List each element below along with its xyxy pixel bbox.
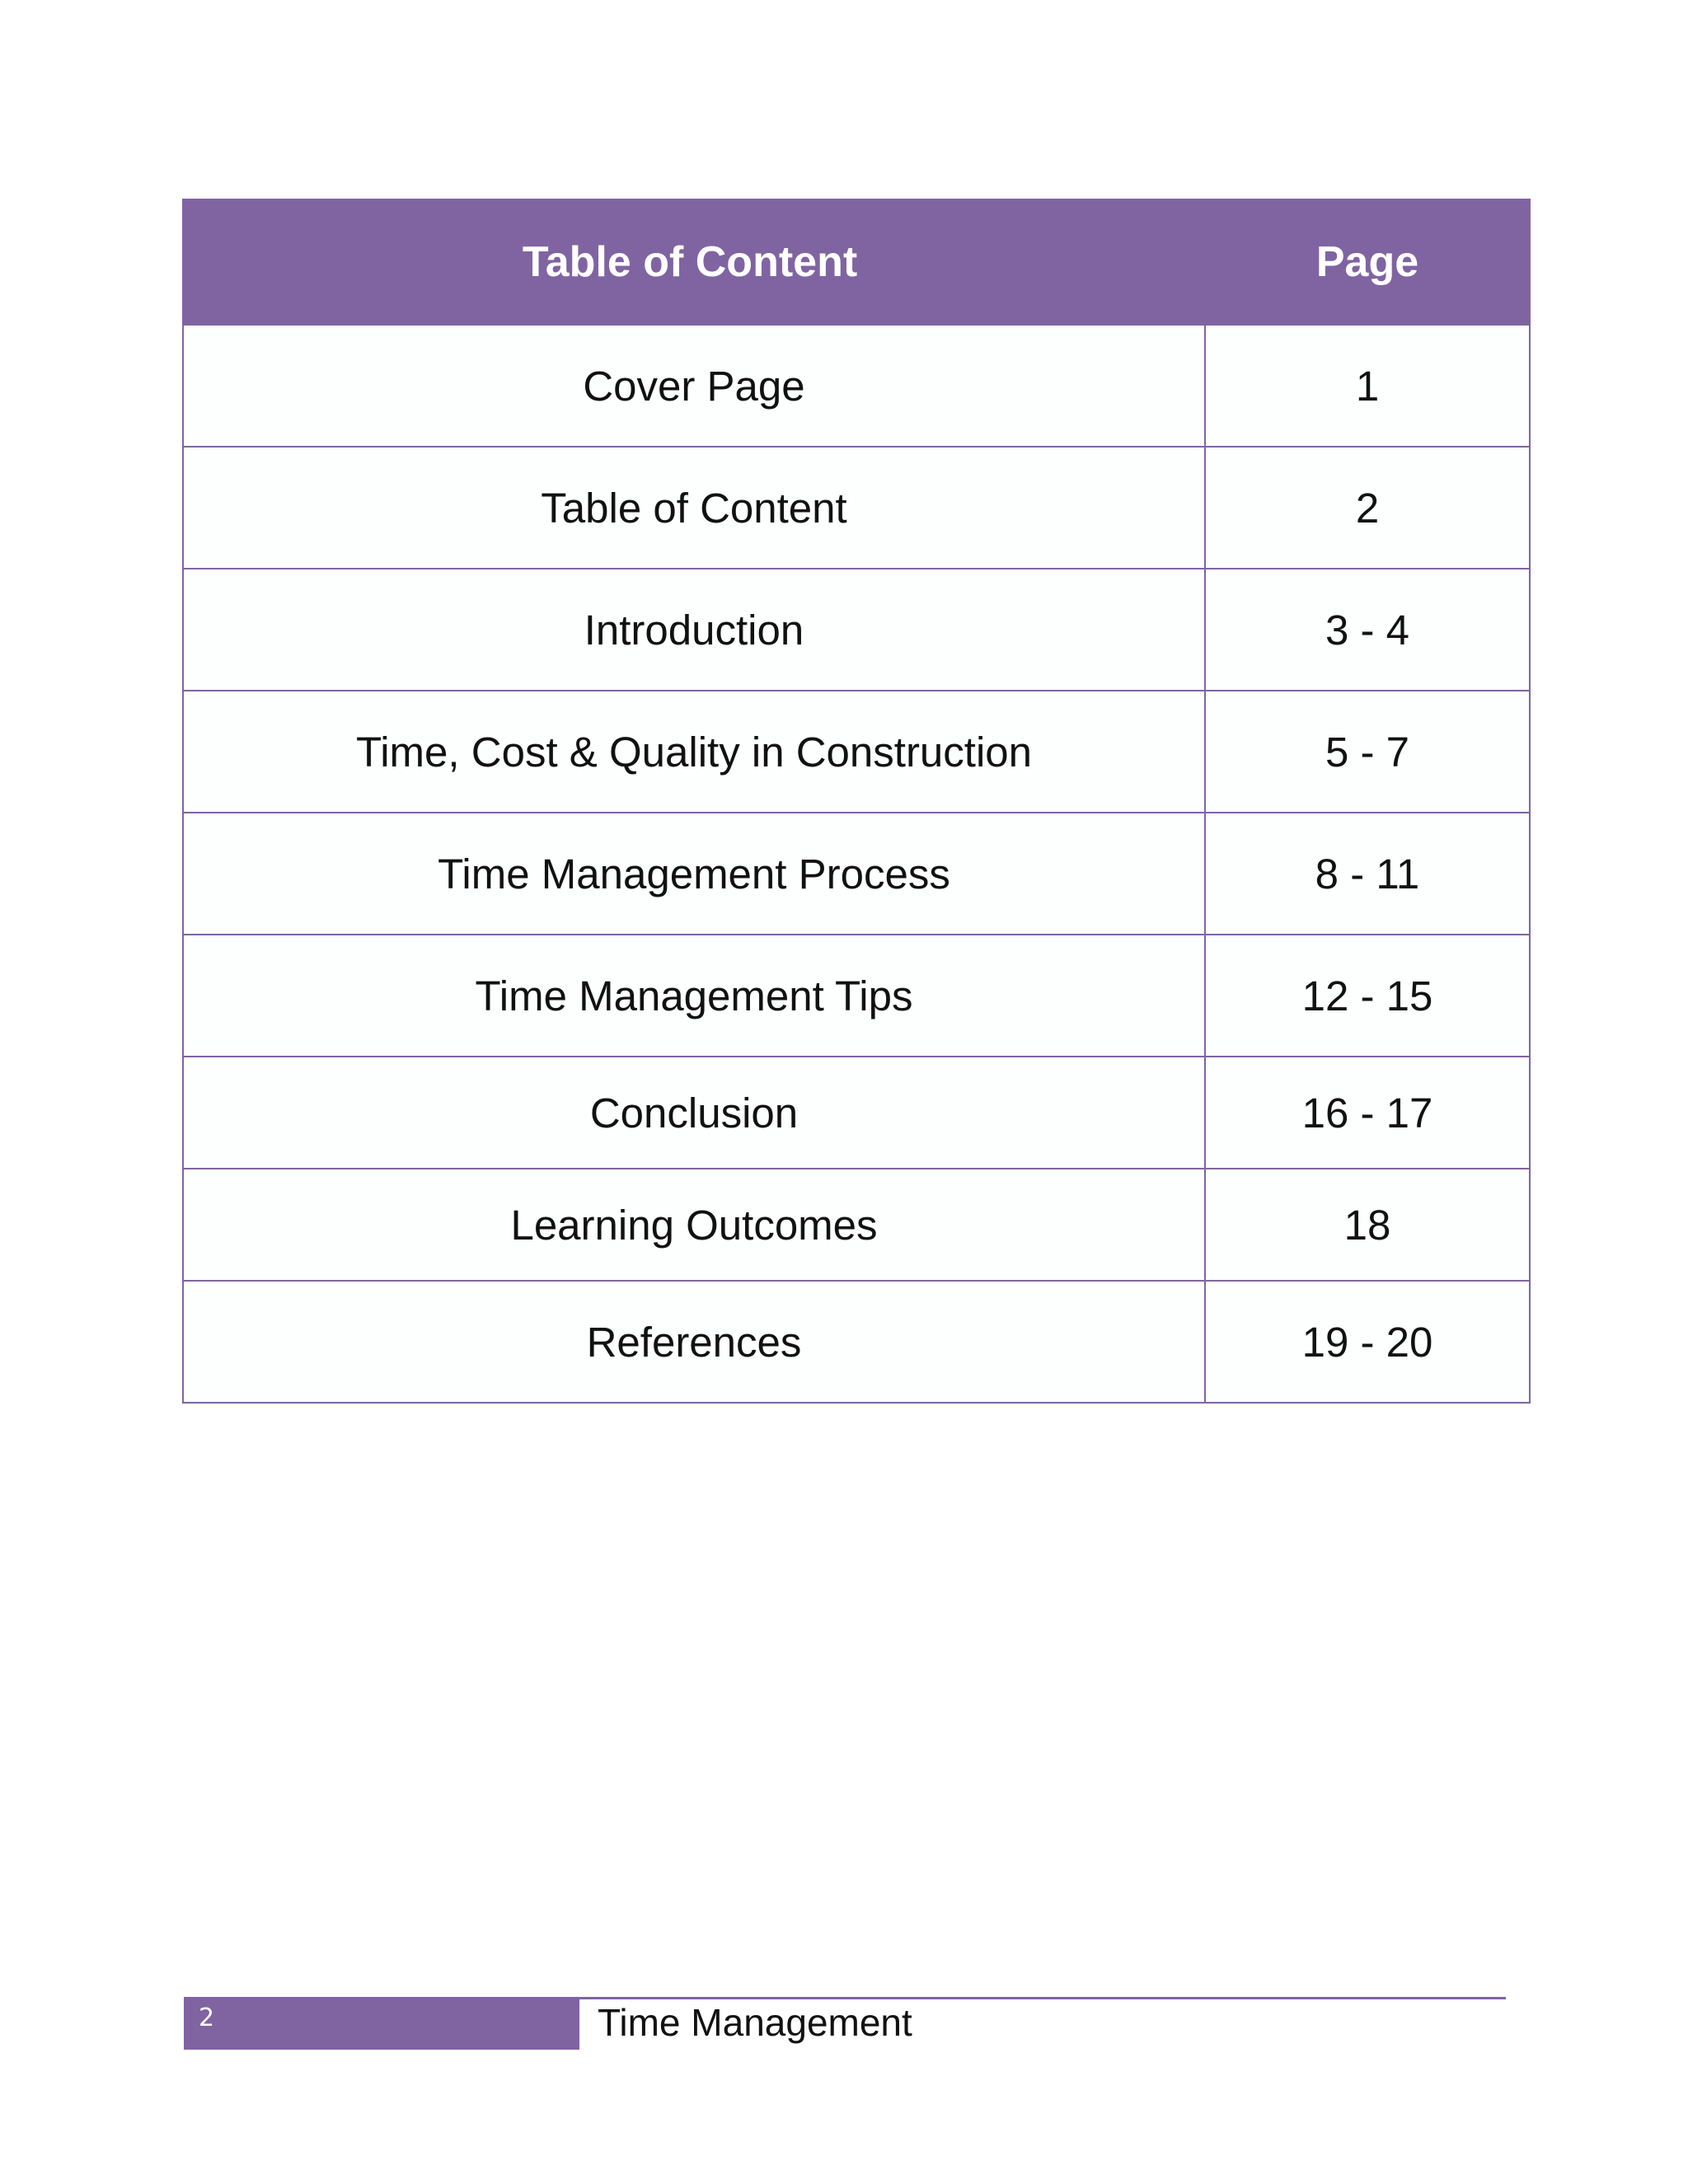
- footer-page-bar: [184, 1997, 579, 2050]
- toc-row: [183, 935, 1530, 1057]
- toc-entry-page: 19 - 20: [1205, 1281, 1530, 1403]
- toc-row: [183, 325, 1530, 447]
- toc-entry-page: 12 - 15: [1205, 935, 1530, 1057]
- toc-entry-title: Conclusion: [183, 1057, 1205, 1169]
- toc-header-title: Table of Content: [183, 199, 1205, 325]
- toc-entry-page: 1: [1205, 325, 1530, 447]
- toc-row: [183, 569, 1530, 691]
- footer-document-title: Time Management: [598, 2001, 912, 2044]
- toc-row: [183, 1169, 1530, 1281]
- table-of-contents: [182, 199, 1531, 1404]
- toc-entry-title: Table of Content: [183, 447, 1205, 569]
- toc-row: [183, 813, 1530, 935]
- toc-row: [183, 691, 1530, 813]
- toc-entry-page: 3 - 4: [1205, 569, 1530, 691]
- toc-row: [183, 447, 1530, 569]
- toc-entry-title: Time Management Tips: [183, 935, 1205, 1057]
- toc-entry-title: References: [183, 1281, 1205, 1403]
- toc-entry-page: 18: [1205, 1169, 1530, 1281]
- footer-divider: [579, 1997, 1506, 1999]
- toc-entry-title: Time, Cost & Quality in Construction: [183, 691, 1205, 813]
- toc-entry-page: 5 - 7: [1205, 691, 1530, 813]
- toc-header-page: Page: [1205, 199, 1530, 325]
- page-footer: [184, 1997, 1506, 2050]
- footer-page-number: 2: [199, 2004, 215, 2032]
- toc-entry-page: 2: [1205, 447, 1530, 569]
- toc-entry-title: Learning Outcomes: [183, 1169, 1205, 1281]
- toc-entry-title: Introduction: [183, 569, 1205, 691]
- toc-entry-page: 8 - 11: [1205, 813, 1530, 935]
- toc-row: [183, 1057, 1530, 1169]
- toc-header-row: [183, 199, 1530, 325]
- toc-entry-page: 16 - 17: [1205, 1057, 1530, 1169]
- toc-entry-title: Time Management Process: [183, 813, 1205, 935]
- toc-entry-title: Cover Page: [183, 325, 1205, 447]
- toc-row: [183, 1281, 1530, 1403]
